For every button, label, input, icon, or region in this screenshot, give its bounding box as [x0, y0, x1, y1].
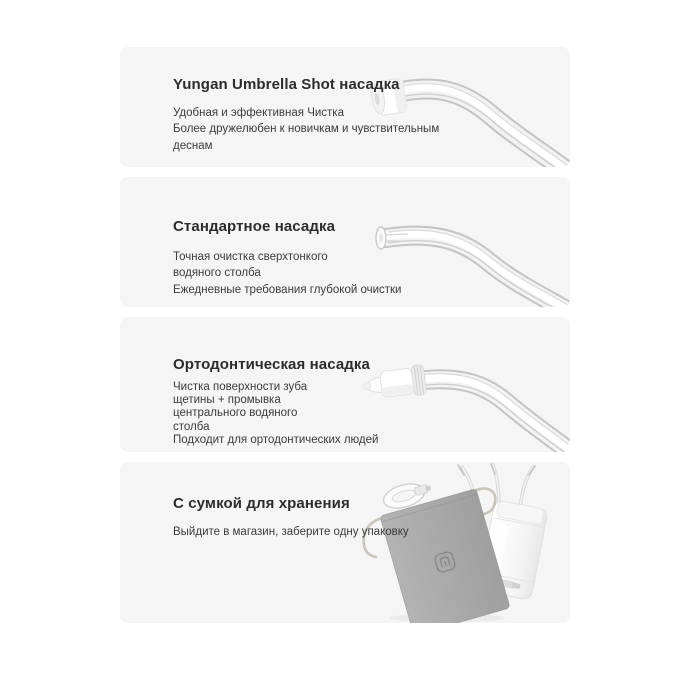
feature-description-line: Удобная и эффективная Чистка — [173, 106, 344, 119]
feature-card-umbrella-nozzle — [120, 47, 570, 167]
feature-card-storage-bag — [120, 462, 570, 623]
feature-text-block — [173, 356, 378, 447]
feature-card-orthodontic-nozzle — [120, 317, 570, 452]
storage-bag-kit-image — [355, 462, 570, 623]
feature-card-standard-nozzle — [120, 177, 570, 307]
feature-description-line: Точная очистка сверхтонкого водяного столба — [173, 250, 328, 280]
feature-description-line: Выйдите в магазин, заберите одну упаковку — [173, 525, 409, 538]
feature-title: Yungan Umbrella Shot насадка — [173, 76, 400, 93]
orthodontic-nozzle-image — [355, 317, 570, 452]
feature-text-block — [173, 218, 401, 299]
feature-text-block — [173, 76, 441, 155]
feature-description-line: Более дружелюбен к новичкам и чувствительным деснам — [173, 123, 440, 153]
feature-text-block — [173, 495, 409, 540]
feature-description-line: Подходит для ортодонтических людей — [173, 434, 379, 447]
feature-description-line: Чистка поверхности зуба щетины + промывка центрального водяного столба — [173, 380, 308, 433]
feature-title: Ортодонтическая насадка — [173, 356, 370, 373]
feature-title: Стандартное насадка — [173, 218, 336, 235]
feature-title: С сумкой для хранения — [173, 495, 350, 512]
feature-description-line: Ежедневные требования глубокой очистки — [173, 284, 402, 297]
